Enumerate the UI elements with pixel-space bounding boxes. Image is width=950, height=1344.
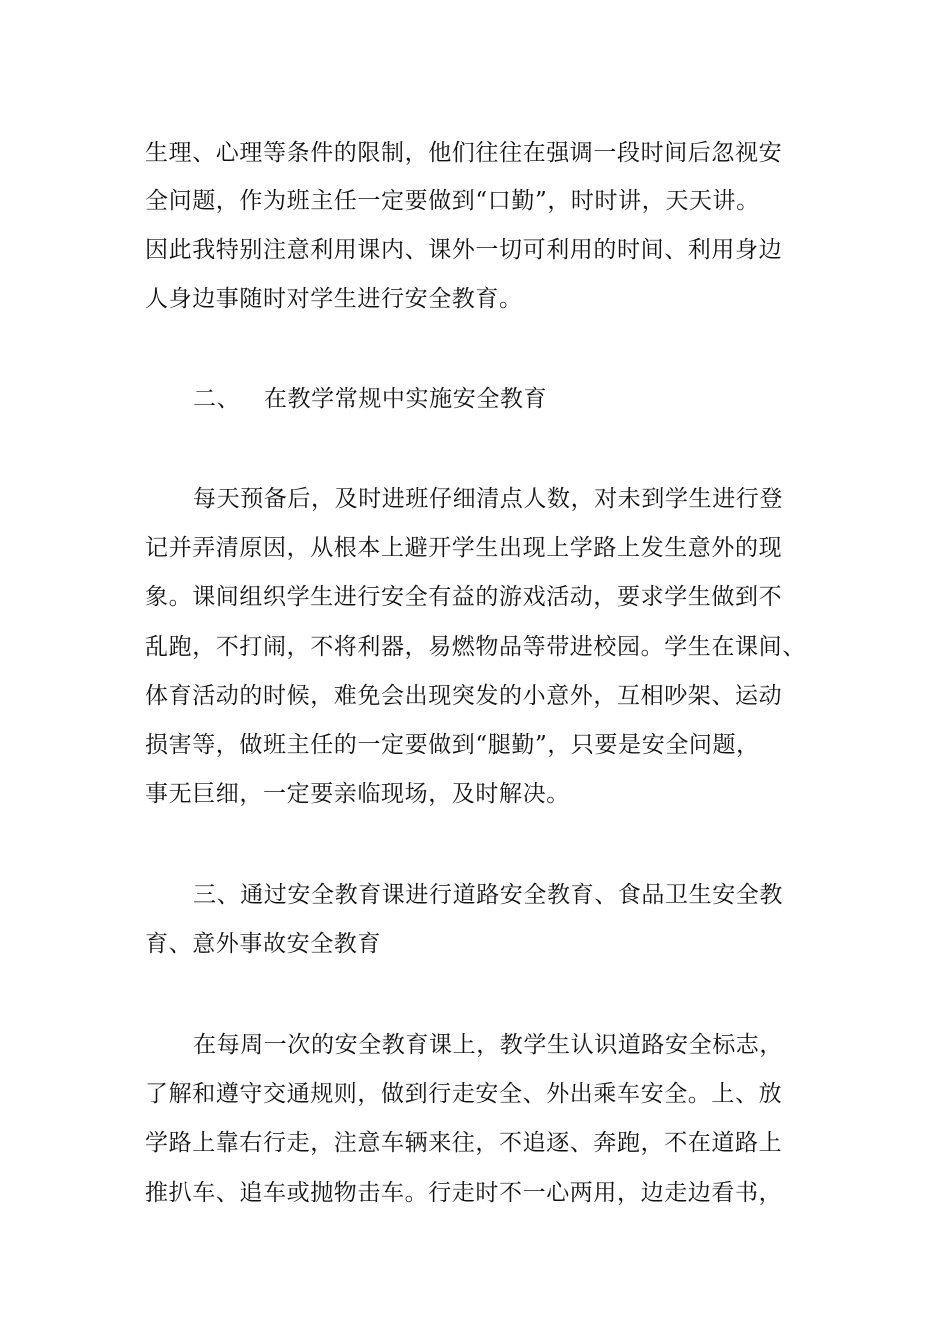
paragraph-line: 生理、心理等条件的限制，他们往往在强调一段时间后忽视安 — [145, 140, 783, 166]
paragraph-line: 体育活动的时候，难免会出现突发的小意外，互相吵架、运动 — [145, 683, 783, 709]
paragraph-line: 学路上靠右行走，注意车辆来往，不追逐、奔跑，不在道路上 — [145, 1130, 783, 1156]
paragraph-line: 推扒车、追车或抛物击车。行走时不一心两用，边走边看书， — [145, 1180, 783, 1206]
paragraph-line: 记并弄清原因，从根本上避开学生出现上学路上发生意外的现 — [145, 535, 783, 561]
paragraph-line: 在每周一次的安全教育课上，教学生认识道路安全标志， — [193, 1032, 783, 1058]
heading-line: 三、通过安全教育课进行道路安全教育、食品卫生安全教 — [193, 882, 783, 908]
paragraph-line: 每天预备后，及时进班仔细清点人数，对未到学生进行登 — [193, 486, 783, 512]
paragraph-line: 损害等，做班主任的一定要做到“腿勤”，只要是安全问题， — [145, 732, 760, 758]
paragraph-line: 事无巨细，一定要亲临现场，及时解决。 — [145, 781, 570, 807]
paragraph-line: 全问题，作为班主任一定要做到“口勤”，时时讲，天天讲。 — [145, 188, 760, 214]
paragraph-line: 象。课间组织学生进行安全有益的游戏活动，要求学生做到不 — [145, 584, 783, 610]
paragraph-line: 因此我特别注意利用课内、课外一切可利用的时间、利用身边 — [145, 237, 783, 263]
section-heading-2: 二、 在教学常规中实施安全教育 — [193, 386, 548, 412]
paragraph-line: 乱跑，不打闹，不将利器，易燃物品等带进校园。学生在课间、 — [145, 634, 806, 660]
heading-line: 育、意外事故安全教育 — [145, 931, 381, 957]
paragraph-line: 了解和遵守交通规则，做到行走安全、外出乘车安全。上、放 — [145, 1081, 783, 1107]
paragraph-line: 人身边事随时对学生进行安全教育。 — [145, 286, 523, 312]
